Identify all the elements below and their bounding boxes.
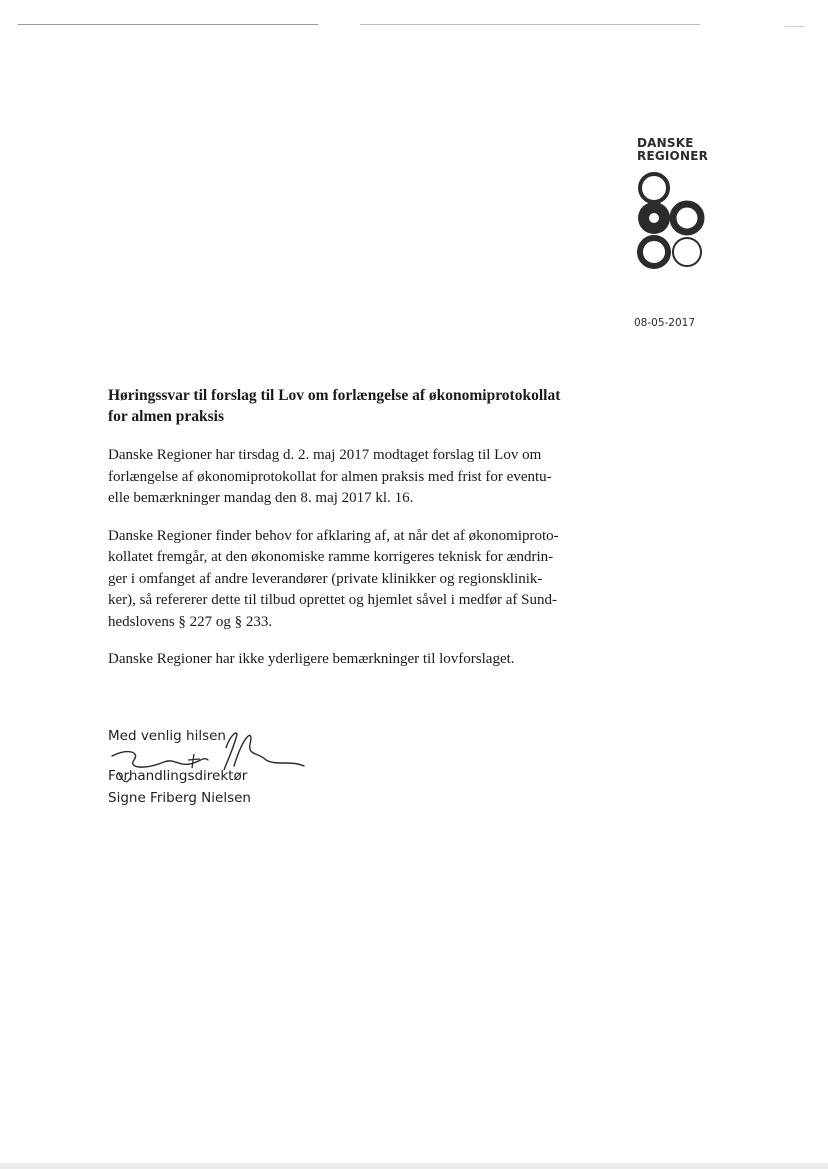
logo-line-2: REGIONER (637, 149, 709, 163)
logo-line-1: DANSKE (637, 136, 694, 150)
signer-name: Signe Friberg Nielsen (108, 790, 251, 806)
closing-greeting: Med venlig hilsen (108, 728, 226, 744)
title-line: Høringssvar til forslag til Lov om forlængelse af økonomiprotokollat (108, 387, 561, 404)
text-line: ger i omfanget af andre leverandører (private klinikker og regionsklinik- (108, 570, 543, 587)
scan-artifact-line (785, 26, 805, 27)
title-line: for almen praksis (108, 408, 224, 425)
danske-regioner-circles-icon (637, 171, 709, 283)
paragraph-closing-remark (108, 649, 588, 671)
letter-date: 08-05-2017 (634, 317, 696, 329)
text-line: Danske Regioner har tirsdag d. 2. maj 2017 modtaget forslag til Lov om (108, 447, 542, 463)
text-line: elle bemærkninger mandag den 8. maj 2017 kl. 16. (108, 490, 414, 506)
scan-artifact-line (360, 24, 700, 25)
sender-logo (637, 137, 717, 163)
scan-artifact-line (18, 24, 318, 25)
text-line: ker), så refererer dette til tilbud oprettet og hjemlet såvel i medfør af Sund- (108, 592, 557, 608)
text-line: hedslovens § 227 og § 233. (108, 613, 273, 630)
text-line: forlængelse af økonomiprotokollat for almen praksis med frist for eventu- (108, 468, 552, 485)
signer-role: Forhandlingsdirektør (108, 768, 248, 784)
paragraph-receipt (108, 445, 588, 510)
text-line: Danske Regioner har ikke yderligere bemærkninger til lovforslaget. (108, 651, 515, 667)
text-line: kollatet fremgår, at den økonomiske ramme korrigeres teknisk for ændrin- (108, 549, 554, 565)
paragraph-clarification (108, 526, 588, 634)
letter-body (108, 385, 588, 687)
handwritten-signature (108, 726, 308, 792)
scan-bottom-edge (0, 1163, 828, 1169)
text-line: Danske Regioner finder behov for afklaring af, at når det af økonomiproto- (108, 527, 559, 544)
letter-title (108, 385, 588, 427)
